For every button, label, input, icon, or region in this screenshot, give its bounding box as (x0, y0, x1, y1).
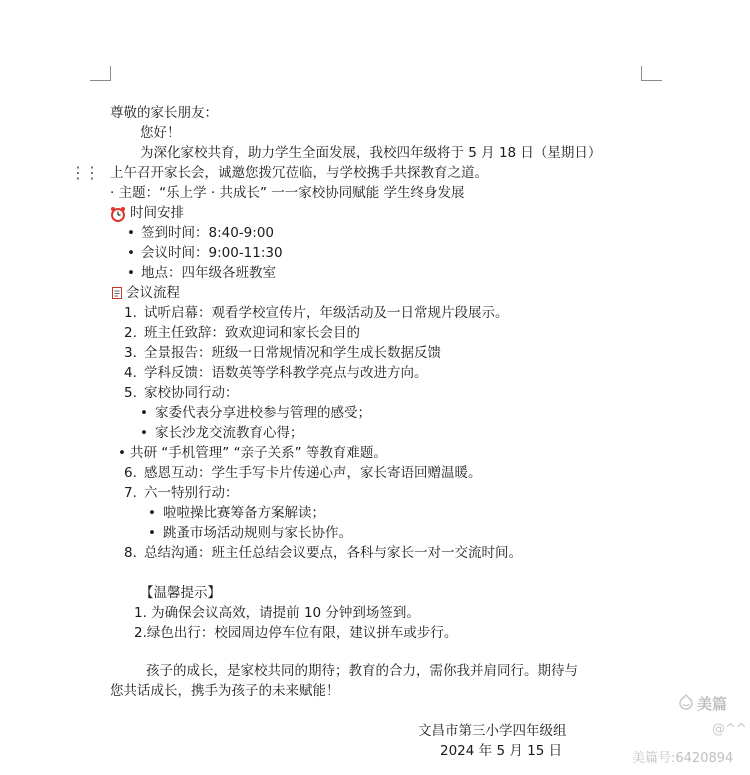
page-corner-mark-top-right (641, 66, 662, 81)
flow-heading: 会议流程 (126, 285, 180, 301)
flow-item-number: 1. (124, 305, 137, 321)
greeting: 尊敬的家长朋友： (110, 105, 218, 121)
flow-item-text: 感恩互动：学生手写卡片传递心声，家长寄语回赠温暖。 (144, 465, 482, 481)
drag-handle-icon[interactable]: ⋮⋮ (70, 163, 98, 182)
flow-item-number: 4. (124, 365, 137, 381)
flow-item-number: 3. (124, 345, 137, 361)
schedule-item: 地点：四年级各班教室 (141, 265, 276, 281)
flow-item-text: 学科反馈：语数英等学科教学亮点与改进方向。 (144, 365, 428, 381)
bullet-marker: • (127, 265, 135, 281)
flow-item-number: 8. (124, 545, 137, 561)
sub-bullet-marker: • (140, 405, 148, 421)
flow-item-text: 总结沟通：班主任总结会议要点，各科与家长一对一交流时间。 (144, 545, 522, 561)
item5-sub-item: 家委代表分享进校参与管理的感受； (155, 405, 371, 421)
sub-bullet-marker: • (148, 525, 156, 541)
intro-line-1: 为深化家校共育，助力学生全面发展，我校四年级将于 5 月 18 日（星期日） (140, 145, 602, 161)
flow-item-text: 六一特别行动： (144, 485, 239, 501)
theme: · 主题：“乐上学 · 共成长” 一一家校协同赋能 学生终身发展 (110, 185, 465, 201)
flow-item-number: 7. (124, 485, 137, 501)
item7-sub-item: 跳蚤市场活动规则与家长协作。 (163, 525, 352, 541)
signature: 文昌市第三小学四年级组 (418, 723, 567, 739)
sub-bullet-marker: • (140, 425, 148, 441)
tips-heading: 【温馨提示】 (140, 585, 221, 601)
meipian-logo-icon (678, 694, 694, 710)
bullet-marker: • (127, 245, 135, 261)
alarm-clock-icon (110, 206, 126, 222)
page-corner-mark-top-left (90, 66, 111, 81)
flow-item-number: 6. (124, 465, 137, 481)
hello: 您好！ (140, 125, 181, 141)
bullet-marker: • (127, 225, 135, 241)
tip-item: 2.绿色出行：校园周边停车位有限，建议拼车或步行。 (134, 625, 458, 641)
tip-item: 1. 为确保会议高效，请提前 10 分钟到场签到。 (134, 605, 420, 621)
flow-item-text: 试听启幕：观看学校宣传片，年级活动及一日常规片段展示。 (144, 305, 509, 321)
item5-sub-item: 家长沙龙交流教育心得； (155, 425, 304, 441)
flow-item-text: 家校协同行动： (144, 385, 239, 401)
item7-sub-item: 啦啦操比赛筹备方案解读； (163, 505, 325, 521)
flow-item-text: 班主任致辞：致欢迎词和家长会目的 (144, 325, 360, 341)
closing-line-2: 您共话成长，携手为孩子的未来赋能！ (110, 683, 340, 699)
item5-sub-item: 共研 “手机管理” “亲子关系” 等教育难题。 (130, 445, 387, 461)
watermark-brand: 美篇 (697, 695, 728, 713)
closing-line-1: 孩子的成长，是家校共同的期待；教育的合力，需你我并肩同行。期待与 (146, 663, 578, 679)
schedule-heading: 时间安排 (130, 205, 184, 221)
signature-date: 2024 年 5 月 15 日 (440, 743, 563, 759)
schedule-item: 签到时间：8:40-9:00 (141, 225, 275, 241)
intro-line-2: 上午召开家长会，诚邀您拨冗莅临，与学校携手共探教育之道。 (110, 165, 488, 181)
watermark-id: 美篇号:6420894 (632, 751, 734, 766)
sub-bullet-marker: • (118, 445, 126, 461)
flow-item-text: 全景报告：班级一日常规情况和学生成长数据反馈 (144, 345, 441, 361)
memo-icon (111, 286, 124, 300)
schedule-item: 会议时间：9:00-11:30 (141, 245, 283, 261)
flow-item-number: 2. (124, 325, 137, 341)
flow-item-number: 5. (124, 385, 137, 401)
sub-bullet-marker: • (148, 505, 156, 521)
watermark-handle: @^^ (712, 722, 747, 737)
